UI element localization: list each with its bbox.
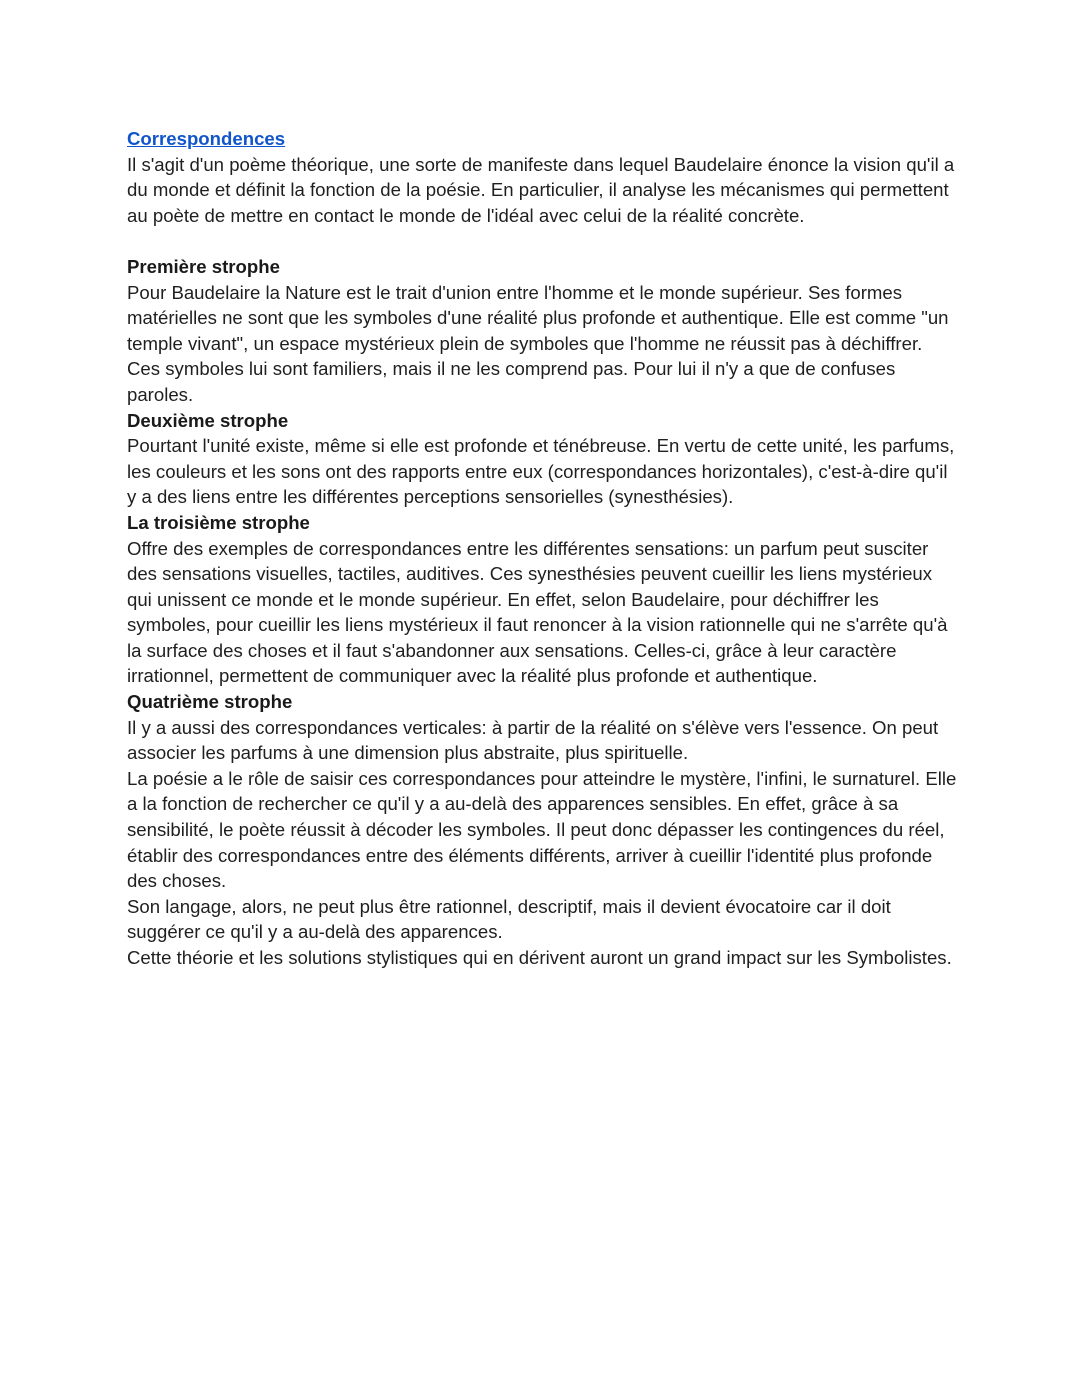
section-heading: Quatrième strophe: [127, 691, 293, 713]
section-paragraph: Il y a aussi des correspondances verticales: à partir de la réalité on s'élève vers l'essence. On peut associer les parfums à une dimension plus abstraite, plus spirituelle.: [127, 716, 939, 764]
section-paragraph: La poésie a le rôle de saisir ces correspondances pour atteindre le mystère, l'infini, le surnaturel. Elle a la fonction de rechercher ce qu'il y a au-delà des apparences sensibles. En effet, grâce à sa sensibilité, le poète réussit à décoder les symboles. Il peut donc dépasser les contingences du réel, établir des correspondances entre des éléments différents, arriver à cueillir l'identité plus profonde des choses.: [127, 767, 957, 892]
spacer: [127, 228, 957, 254]
section-paragraph: Cette théorie et les solutions stylistiques qui en dérivent auront un grand impact sur les Symbolistes.: [127, 947, 952, 968]
section-deuxieme-strophe: [127, 408, 957, 510]
section-paragraph: Offre des exemples de correspondances entre les différentes sensations: un parfum peut susciter des sensations visuelles, tactiles, auditives. Ces synesthésies peuvent cueillir les liens mystérieux qui unissent ce monde et le monde supérieur. En effet, selon Baudelaire, pour déchiffrer les symboles, pour cueillir les liens mystérieux il faut renoncer à la vision rationnelle qui ne s'arrête qu'à la surface des choses et il faut s'abandonner aux sensations. Celles-ci, grâce à leur caractère irrationnel, permettent de communiquer avec la réalité plus profonde et authentique.: [127, 537, 948, 687]
section-premiere-strophe: [127, 254, 957, 408]
section-troisieme-strophe: [127, 510, 957, 689]
document-title-link[interactable]: Correspondences: [127, 128, 286, 149]
section-quatrieme-strophe: [127, 689, 957, 971]
section-paragraph: Pour Baudelaire la Nature est le trait d'union entre l'homme et le monde supérieur. Ses formes matérielles ne sont que les symboles d'une réalité plus profonde et authentique. Elle est comme "un temple vivant", un espace mystérieux plein de symboles que l'homme ne réussit pas à déchiffrer. Ces symboles lui sont familiers, mais il ne les comprend pas. Pour lui il n'y a que de confuses paroles.: [127, 281, 949, 405]
intro-paragraph: Il s'agit d'un poème théorique, une sorte de manifeste dans lequel Baudelaire énonce la vision qu'il a du monde et définit la fonction de la poésie. En particulier, il analyse les mécanismes qui permettent au poète de mettre en contact le monde de l'idéal avec celui de la réalité concrète.: [127, 153, 955, 226]
section-heading: La troisième strophe: [127, 511, 310, 533]
section-heading: Deuxième strophe: [127, 409, 289, 431]
document-page: [127, 126, 957, 971]
section-paragraph: Son langage, alors, ne peut plus être rationnel, descriptif, mais il devient évocatoire car il doit suggérer ce qu'il y a au-delà des apparences.: [127, 895, 891, 943]
section-paragraph: Pourtant l'unité existe, même si elle est profonde et ténébreuse. En vertu de cette unité, les parfums, les couleurs et les sons ont des rapports entre eux (correspondances horizontales), c'est-à-dire qu'il y a des liens entre les différentes perceptions sensorielles (synesthésies).: [127, 435, 955, 508]
section-heading: Première strophe: [127, 255, 280, 277]
